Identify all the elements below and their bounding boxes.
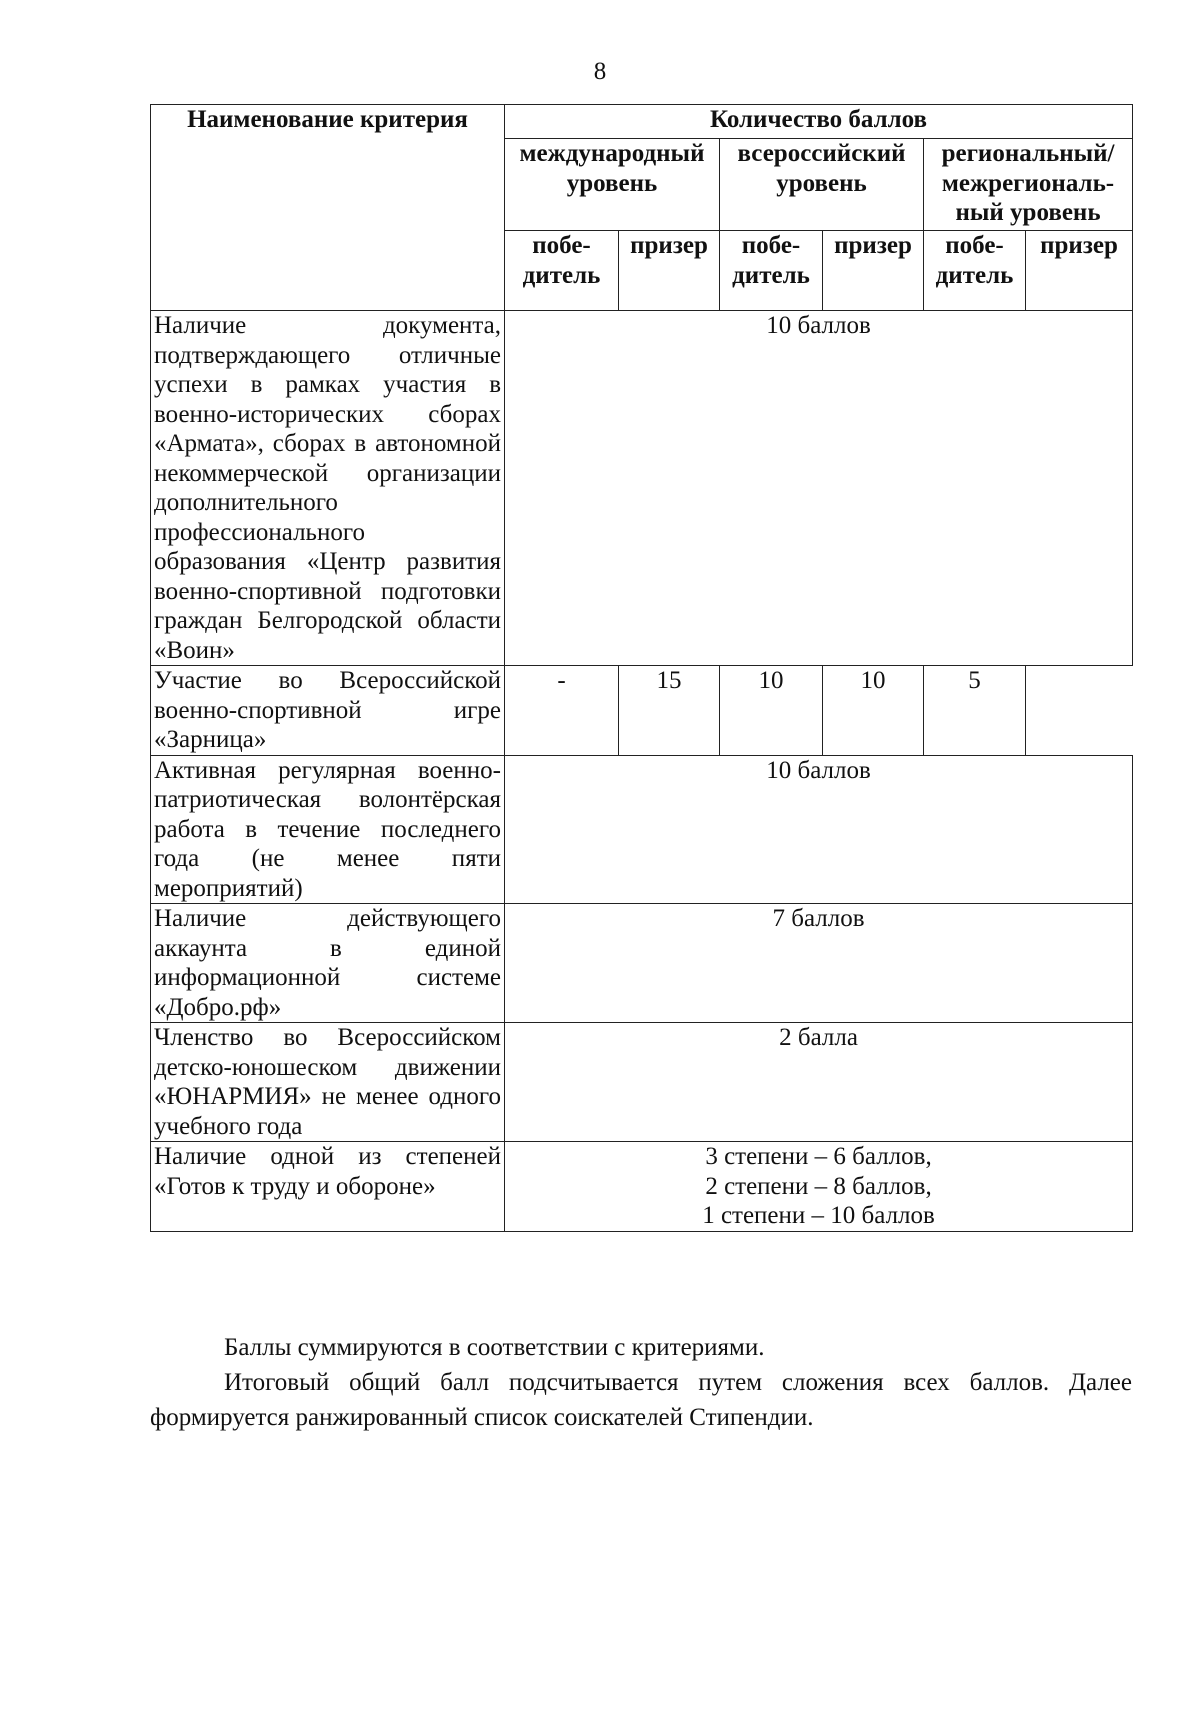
header-level-international: международный уровень bbox=[505, 139, 720, 231]
points-cell: 10 баллов bbox=[505, 755, 1133, 904]
points-cell: 7 баллов bbox=[505, 904, 1133, 1023]
header-winner: побе-дитель bbox=[924, 231, 1026, 311]
header-level-regional: региональный/ межрегиональ-ный уровень bbox=[924, 139, 1133, 231]
header-points: Количество баллов bbox=[505, 105, 1133, 139]
criterion-text: Наличие одной из степеней «Готов к труду и обороне» bbox=[151, 1142, 505, 1232]
header-level-national: всероссийский уровень bbox=[720, 139, 924, 231]
header-prize: призер bbox=[1026, 231, 1133, 311]
value-cell: 10 bbox=[720, 666, 823, 756]
page-number: 8 bbox=[593, 58, 607, 85]
criterion-text: Участие во Всероссийской военно-спортивной игре «Зарница» bbox=[151, 666, 505, 756]
table-row bbox=[151, 311, 1133, 666]
points-line: 1 степени – 10 баллов bbox=[702, 1202, 935, 1229]
header-criterion: Наименование критерия bbox=[151, 105, 505, 311]
table-row bbox=[151, 904, 1133, 1023]
points-cell bbox=[505, 1142, 1133, 1232]
criterion-text: Членство во Всероссийском детско-юношеском движении «ЮНАРМИЯ» не менее одного учебного года bbox=[151, 1023, 505, 1142]
criteria-table bbox=[150, 104, 1133, 1232]
ranking-paragraph: Итоговый общий балл подсчитывается путем сложения всех баллов. Далее формируется ранжированный список соискателей Стипендии. bbox=[150, 1369, 1132, 1431]
points-cell: 10 баллов bbox=[505, 311, 1133, 666]
criterion-text: Наличие действующего аккаунта в единой информационной системе «Добро.рф» bbox=[151, 904, 505, 1023]
header-winner: побе-дитель bbox=[720, 231, 823, 311]
table-row bbox=[151, 1023, 1133, 1142]
value-cell: 10 bbox=[823, 666, 924, 756]
summary-paragraph: Баллы суммируются в соответствии с критериями. bbox=[224, 1334, 765, 1361]
criterion-text: Активная регулярная военно-патриотическая волонтёрская работа в течение последнего года (не менее пяти мероприятий) bbox=[151, 755, 505, 904]
value-cell: 5 bbox=[924, 666, 1026, 756]
table-row bbox=[151, 755, 1133, 904]
value-cell: - bbox=[505, 666, 619, 756]
header-prize: призер bbox=[619, 231, 720, 311]
table-row bbox=[151, 1142, 1133, 1232]
header-winner: побе-дитель bbox=[505, 231, 619, 311]
criterion-text: Наличие документа, подтверждающего отличные успехи в рамках участия в военно-исторических сборах «Армата», сборах в автономной некоммерческой организации дополнительного профессионального образования «Центр развития военно-спортивной подготовки граждан Белгородской области «Воин» bbox=[151, 311, 505, 666]
table-row bbox=[151, 666, 1133, 756]
points-cell: 2 балла bbox=[505, 1023, 1133, 1142]
value-cell: 15 bbox=[619, 666, 720, 756]
points-line: 2 степени – 8 баллов, bbox=[705, 1172, 932, 1200]
points-line: 3 степени – 6 баллов, bbox=[705, 1143, 932, 1170]
header-prize: призер bbox=[823, 231, 924, 311]
